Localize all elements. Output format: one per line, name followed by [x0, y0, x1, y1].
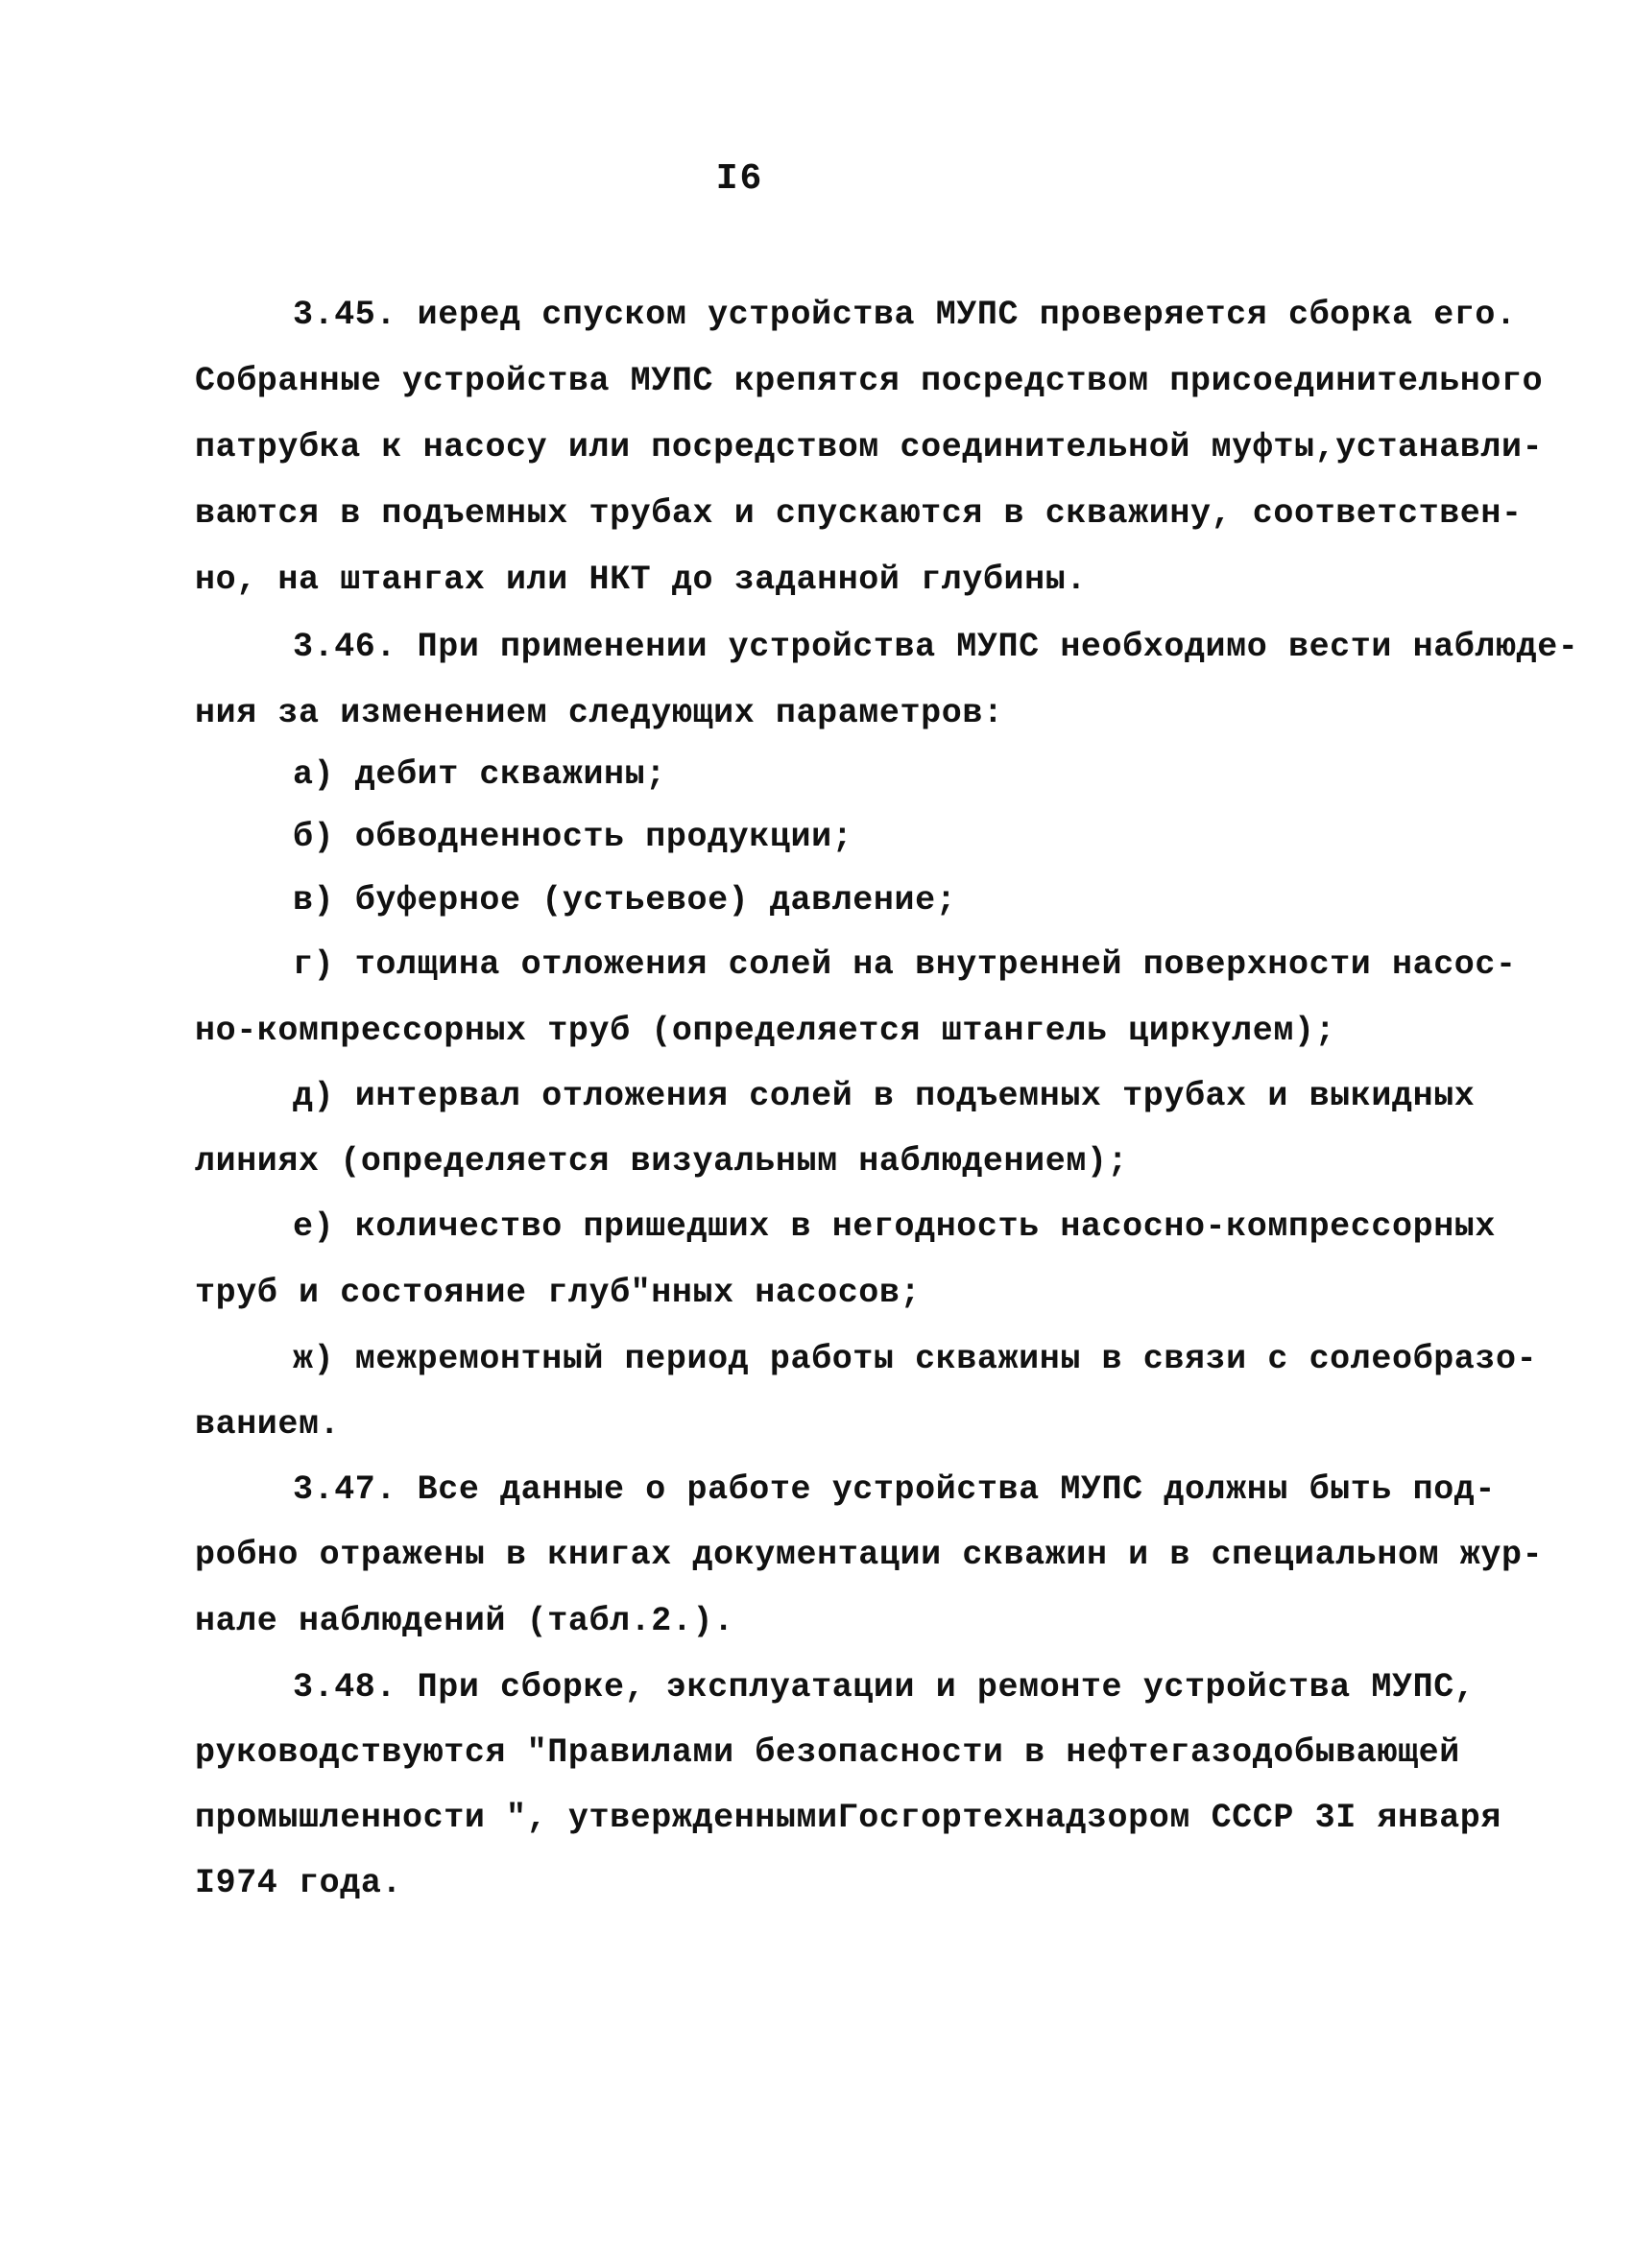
text-line: в) буферное (устьевое) давление;: [293, 881, 957, 919]
text-line: но-компрессорных труб (определяется штангель циркулем);: [195, 1012, 1336, 1050]
text-line: а) дебит скважины;: [293, 755, 666, 794]
text-line: ванием.: [195, 1405, 341, 1444]
text-line: е) количество пришедших в негодность насосно-компрессорных: [293, 1207, 1496, 1246]
text-line: но, на штангах или НКТ до заданной глубины.: [195, 561, 1087, 599]
text-line: Собранные устройства МУПС крепятся посредством присоединительного: [195, 362, 1544, 400]
text-line: патрубка к насосу или посредством соединительной муфты,устанавли-: [195, 428, 1544, 466]
text-line: нале наблюдений (табл.2.).: [195, 1602, 734, 1640]
page-number: I6: [715, 158, 764, 200]
text-line: 3.46. При применении устройства МУПС необходимо вести наблюде-: [293, 628, 1579, 666]
text-line: 3.45. иеред спуском устройства МУПС проверяется сборка его.: [293, 296, 1517, 334]
text-line: г) толщина отложения солей на внутренней поверхности насос-: [293, 945, 1517, 984]
text-line: 3.47. Все данные о работе устройства МУПС должны быть под-: [293, 1470, 1496, 1509]
text-line: д) интервал отложения солей в подъемных трубах и выкидных: [293, 1077, 1476, 1115]
text-line: ния за изменением следующих параметров:: [195, 694, 1004, 732]
text-line: промышленности ", утвержденнымиГосгортехнадзором СССР 3I января: [195, 1799, 1502, 1837]
text-line: ж) межремонтный период работы скважины в связи с солеобразо-: [293, 1340, 1538, 1378]
text-line: б) обводненность продукции;: [293, 818, 853, 856]
text-line: линиях (определяется визуальным наблюдением);: [195, 1142, 1129, 1181]
text-line: I974 года.: [195, 1864, 403, 1902]
text-line: руководствуются "Правилами безопасности в нефтегазодобывающей: [195, 1733, 1460, 1772]
text-line: труб и состояние глуб"нных насосов;: [195, 1274, 922, 1312]
text-line: ваются в подъемных трубах и спускаются в скважину, соответствен-: [195, 494, 1523, 533]
text-line: 3.48. При сборке, эксплуатации и ремонте устройства МУПС,: [293, 1668, 1476, 1707]
text-line: робно отражены в книгах документации скважин и в специальном жур-: [195, 1536, 1544, 1574]
